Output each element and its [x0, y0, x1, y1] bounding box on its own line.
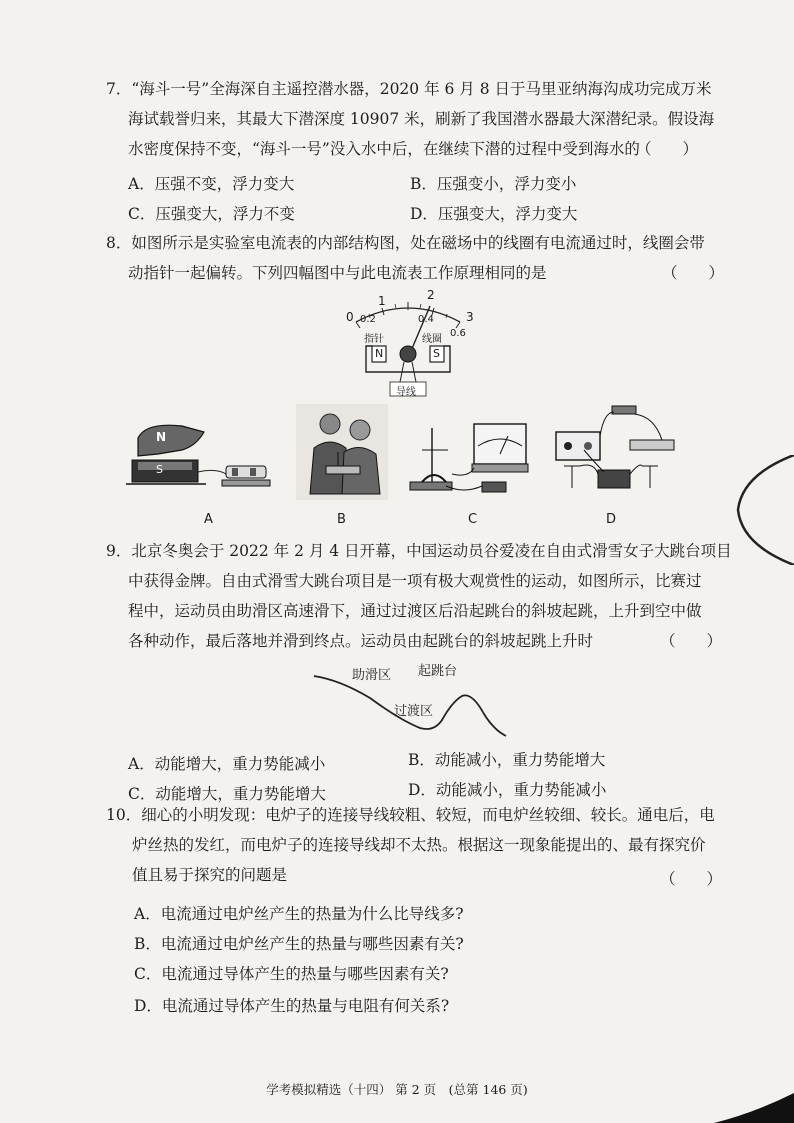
choice-d-figure[interactable] [554, 400, 678, 500]
question-9-line-2: 中获得金牌。自由式滑雪大跳台项目是一项有极大观赏性的运动，如图所示，比赛过 [128, 572, 702, 590]
magnet-n-label: N [375, 347, 384, 360]
scale-top-3: 3 [466, 310, 474, 324]
question-9-answer-paren[interactable]: （ ） [660, 632, 723, 650]
choice-a-label: A [204, 512, 213, 527]
choice-a-magnet-n: N [156, 430, 167, 444]
choice-a-figure[interactable] [126, 416, 286, 498]
motor-circuit-icon [554, 400, 678, 500]
question-9-option-c[interactable]: C．动能增大，重力势能增大 [128, 785, 326, 803]
transition-zone-label: 过渡区 [394, 704, 434, 719]
scale-bottom-0-6: 0.6 [450, 328, 466, 339]
magnet-s-label: S [433, 347, 440, 360]
question-10-option-d[interactable]: D．电流通过导体产生的热量与电阻有何关系? [134, 997, 450, 1015]
magnet-rail-apparatus-icon [126, 416, 286, 498]
ammeter-structure-figure [338, 286, 478, 398]
pointer-label: 指针 [364, 334, 384, 345]
scale-top-1: 1 [378, 294, 386, 308]
question-10-answer-paren[interactable]: （ ） [660, 870, 723, 888]
ski-jump-diagram [310, 658, 510, 742]
scale-top-0: 0 [346, 310, 354, 324]
question-8-line-1: 8．如图所示是实验室电流表的内部结构图，处在磁场中的线圈有电流通过时，线圈会带 [106, 234, 705, 252]
run-up-zone-label: 助滑区 [352, 668, 392, 683]
choice-a-magnet-s: S [156, 463, 163, 476]
question-7-line-3: 水密度保持不变，“海斗一号”没入水中后，在继续下潜的过程中受到海水的 [128, 140, 640, 158]
question-10-option-a[interactable]: A．电流通过电炉丝产生的热量为什么比导线多? [134, 905, 464, 923]
take-off-ramp-label: 起跳台 [418, 664, 458, 679]
question-9-option-a[interactable]: A．动能增大，重力势能减小 [128, 755, 326, 773]
question-8-line-2: 动指针一起偏转。下列四幅图中与此电流表工作原理相同的是 [128, 264, 547, 282]
page-footer: 学考模拟精选（十四） 第 2 页 (总第 146 页) [266, 1082, 528, 1097]
choice-d-label: D [606, 512, 617, 527]
question-7-option-c[interactable]: C．压强变大，浮力不变 [128, 205, 295, 223]
question-9-line-1: 9．北京冬奥会于 2022 年 2 月 4 日开幕，中国运动员谷爱凌在自由式滑雪女子大跳台项目 [106, 542, 732, 560]
question-7-answer-paren[interactable]: （ ） [636, 140, 699, 158]
question-7 [106, 74, 714, 164]
scientists-experiment-icon [296, 404, 388, 500]
ammeter-diagram [338, 286, 478, 398]
question-7-option-d[interactable]: D．压强变大，浮力变大 [410, 205, 578, 223]
choice-c-label: C [468, 512, 478, 527]
question-9 [106, 536, 732, 656]
question-10-option-c[interactable]: C．电流通过导体产生的热量与哪些因素有关? [134, 965, 449, 983]
question-7-line-1: 7．“海斗一号”全海深自主遥控潜水器，2020 年 6 月 8 日于马里亚纳海沟成功完成万米 [106, 80, 712, 98]
scan-corner-decoration [714, 1093, 794, 1123]
question-7-option-a[interactable]: A．压强不变，浮力变大 [128, 175, 295, 193]
choice-b-figure[interactable] [296, 404, 388, 500]
question-8 [106, 228, 705, 288]
scale-top-2: 2 [427, 288, 435, 302]
question-10-option-b[interactable]: B．电流通过电炉丝产生的热量与哪些因素有关? [134, 935, 464, 953]
question-7-line-2: 海试载誉归来，其最大下潜深度 10907 米，刷新了我国潜水器最大深潜纪录。假设海 [128, 110, 715, 128]
choice-c-figure[interactable] [408, 420, 536, 500]
scan-shadow-decoration [734, 455, 794, 565]
choice-b-label: B [337, 512, 346, 527]
wire-label: 导线 [396, 387, 416, 398]
question-9-option-d[interactable]: D．动能减小，重力势能减小 [408, 781, 607, 799]
question-9-option-b[interactable]: B．动能减小，重力势能增大 [408, 751, 606, 769]
question-7-option-b[interactable]: B．压强变小，浮力变小 [410, 175, 577, 193]
question-9-line-4: 各种动作，最后落地并滑到终点。运动员由起跳台的斜坡起跳上升时 [128, 632, 594, 650]
question-10-line-3: 值且易于探究的问题是 [132, 866, 288, 884]
coil-label: 线圈 [422, 334, 442, 345]
galvanometer-circuit-icon [408, 420, 536, 500]
scale-bottom-0-4: 0.4 [418, 314, 434, 325]
question-9-line-3: 程中，运动员由助滑区高速滑下，通过过渡区后沿起跳台的斜坡起跳，上升到空中做 [128, 602, 702, 620]
question-8-answer-paren[interactable]: （ ） [662, 264, 725, 282]
question-10-line-1: 10．细心的小明发现：电炉子的连接导线较粗、较短，而电炉丝较细、较长。通电后，电 [106, 806, 715, 824]
question-10-line-2: 炉丝热的发红，而电炉子的连接导线却不太热。根据这一现象能提出的、最有探究价 [132, 836, 706, 854]
question-10 [106, 800, 715, 890]
scale-bottom-0-2: 0.2 [360, 314, 376, 325]
